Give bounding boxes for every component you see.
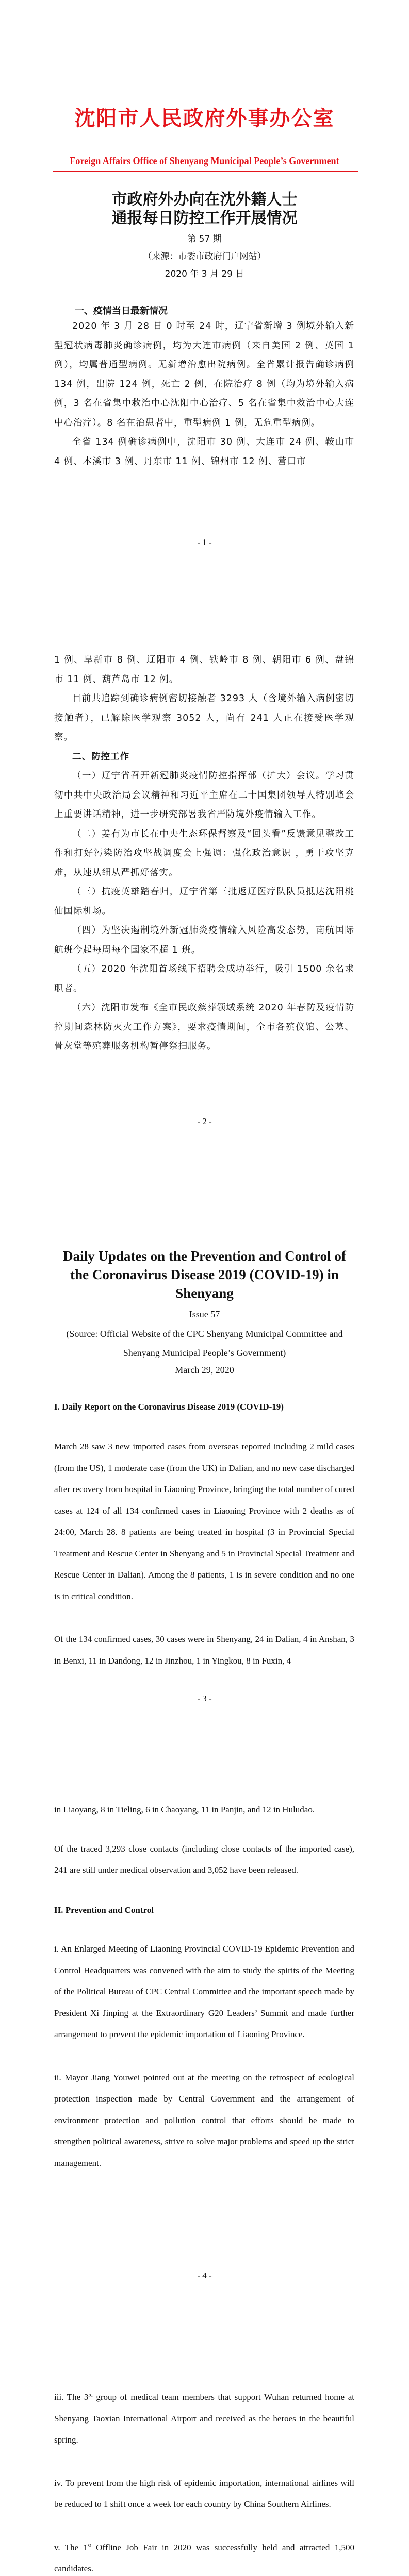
page-number: - 4 - <box>197 2270 212 2280</box>
cn-section1-heading: 一、疫情当日最新情况 <box>75 306 168 316</box>
en-paragraph: i. An Enlarged Meeting of Liaoning Provincial COVID-19 Epidemic Prevention and Control Headquarters was convened with the aim to study the spirits of the Meeting of the Political Bureau of CPC Central Committee and the important speech made by President Xi Jinping at the Extraordinary G20 Leaders’ Summit and made further arrangement to prevent the epidemic importation of Liaoning Province. <box>54 1944 354 2039</box>
page-number: - 3 - <box>197 1693 212 1703</box>
cn-paragraph: 全省 134 例确诊病例中，沈阳市 30 例、大连市 24 例、鞍山市 4 例、本溪市 3 例、丹东市 11 例、锦州市 12 例、营口市 <box>54 437 354 467</box>
en-paragraph: Of the 134 confirmed cases, 30 cases were in Shenyang, 24 in Dalian, 4 in Anshan, 3 in Benxi, 11 in Dandong, 12 in Jinzhou, 1 in Yingkou, 8 in Fuxin, 4 <box>54 1634 354 1666</box>
en-section1-heading: I. Daily Report on the Coronavirus Disease 2019 (COVID-19) <box>54 1402 284 1412</box>
en-section1-page3 <box>54 1436 354 1671</box>
en-paragraph-iii: iii. The 3rd group of medical team members that support Wuhan returned home at Shenyang Taoxian International Airport and received as the heroes in the beautiful spring. <box>54 2392 354 2445</box>
letterhead-divider <box>53 171 358 172</box>
page-number: - 2 - <box>197 1116 212 1126</box>
en-page4-body <box>54 1799 354 2174</box>
en-issue: Issue 57 <box>189 1309 220 1319</box>
cn-paragraph: 1 例、阜新市 8 例、辽阳市 4 例、铁岭市 8 例、朝阳市 6 例、盘锦市 11 例、葫芦岛市 12 例。 <box>54 655 354 685</box>
cn-paragraph: （三）抗疫英雄踏春归，辽宁省第三批返辽医疗队队员抵达沈阳桃仙国际机场。 <box>54 887 354 917</box>
en-section2-heading: II. Prevention and Control <box>54 1905 154 1915</box>
cn-paragraph: （五）2020 年沈阳首场线下招聘会成功举行，吸引 1500 余名求职者。 <box>54 964 354 994</box>
en-paragraph: ii. Mayor Jiang Youwei pointed out at the meeting on the retrospect of ecological protection inspection made by Central Government and the arrangement of environment protection and pollution control that efforts should be made to strengthen political awareness, strive to solve major problems and speed up the strict management. <box>54 2072 354 2168</box>
letterhead-title-cn: 沈阳市人民政府外事办公室 <box>74 106 335 130</box>
cn-section2-heading: 二、防控工作 <box>72 751 129 762</box>
cn-paragraph: （六）沈阳市发布《全市民政殡葬领域系统 2020 年春防及疫情防控期间森林防灭火工作方案》，要求疫情期间，全市各殡仪馆、公墓、骨灰堂等殡葬服务机构暂停祭扫服务。 <box>54 1003 354 1052</box>
cn-title-line-1: 市政府外办向在沈外籍人士 <box>111 191 298 209</box>
page-number: - 1 - <box>197 537 212 547</box>
en-paragraph: March 28 saw 3 new imported cases from overseas reported including 2 mild cases (from the US), 1 moderate case (from the UK) in Dalian, and no new case discharged after recovery from hospital in Liaoning Province, bringing the total number of cured cases at 124 of all 134 confirmed cases in Liaoning Province with 2 deaths as of 24:00, March 28. 8 patients are being treated in hospital (3 in Provincial Special Treatment and Rescue Center in Shenyang and 5 in Provincial Special Treatment and Rescue Center in Dalian). Among the 8 patients, 1 is in severe condition and no one is in critical condition. <box>54 1442 354 1601</box>
cn-paragraph: （四）为坚决遏制境外新冠肺炎疫情输入风险高发态势，南航国际航班今起每周每个国家不超 1 班。 <box>54 925 354 955</box>
en-paragraph: Of the traced 3,293 close contacts (including close contacts of the imported case), 241 are still under medical observation and 3,052 have been released. <box>54 1843 354 1875</box>
cn-paragraph: 目前共追踪到确诊病例密切接触者 3293 人（含境外输入病例密切接触者），已解除医学观察 3052 人，尚有 241 人正在接受医学观察。 <box>54 693 354 742</box>
en-paragraph-iv: iv. To prevent from the high risk of epidemic importation, international airlines will be reduced to 1 shift once a week for each country by China Southern Airlines. <box>54 2478 354 2509</box>
en-page5-body <box>54 2386 354 2576</box>
cn-page2-body <box>54 651 354 1057</box>
letterhead-title-en: Foreign Affairs Office of Shenyang Municipal People’s Government <box>70 155 339 167</box>
cn-section1-page1 <box>54 317 354 471</box>
en-title: Daily Updates on the Prevention and Control of the Coronavirus Disease 2019 (COVID-19) in Shenyang <box>63 1248 346 1301</box>
cn-paragraph: 2020 年 3 月 28 日 0 时至 24 时，辽宁省新增 3 例境外输入新型冠状病毒肺炎确诊病例，均为大连市病例（来自美国 2 例、英国 1 例），均属普通型病例。无新增治愈出院病例。全省累计报告确诊病例 134 例，出院 124 例，死亡 2 例，在院治疗 8 例（均为境外输入病例，3 名在省集中救治中心沈阳中心治疗、5 名在省集中救治中心大连中心治疗）。8 名在治患者中，重型病例 1 例，无危重型病例。 <box>54 321 354 428</box>
en-date: March 29, 2020 <box>175 1365 234 1375</box>
en-paragraph: in Liaoyang, 8 in Tieling, 6 in Chaoyang, 11 in Panjin, and 12 in Huludao. <box>54 1805 315 1815</box>
en-source-line-2: Shenyang Municipal People’s Government) <box>123 1348 286 1358</box>
cn-paragraph: （一）辽宁省召开新冠肺炎疫情防控指挥部（扩大）会议。学习贯彻中共中央政治局会议精神和习近平主席在二十国集团领导人特别峰会上重要讲话精神，进一步研究部署我省严防境外疫情输入工作。 <box>54 771 354 820</box>
cn-paragraph: （二）姜有为市长在中央生态环保督察及“回头看”反馈意见整改工作和打好污染防治攻坚战调度会上强调：强化政治意识 ，勇于攻坚克难，从速从细从严抓好落实。 <box>54 828 354 878</box>
cn-source: （来源：市委市政府门户网站） <box>143 251 266 262</box>
en-source-line-1: (Source: Official Website of the CPC Shenyang Municipal Committee and <box>66 1329 343 1339</box>
cn-date: 2020 年 3 月 29 日 <box>165 269 244 279</box>
cn-title-line-2: 通报每日防控工作开展情况 <box>111 209 298 227</box>
en-paragraph-v: v. The 1st Offline Job Fair in 2020 was successfully held and attracted 1,500 candidates. <box>54 2542 354 2573</box>
cn-issue: 第 57 期 <box>187 234 222 244</box>
